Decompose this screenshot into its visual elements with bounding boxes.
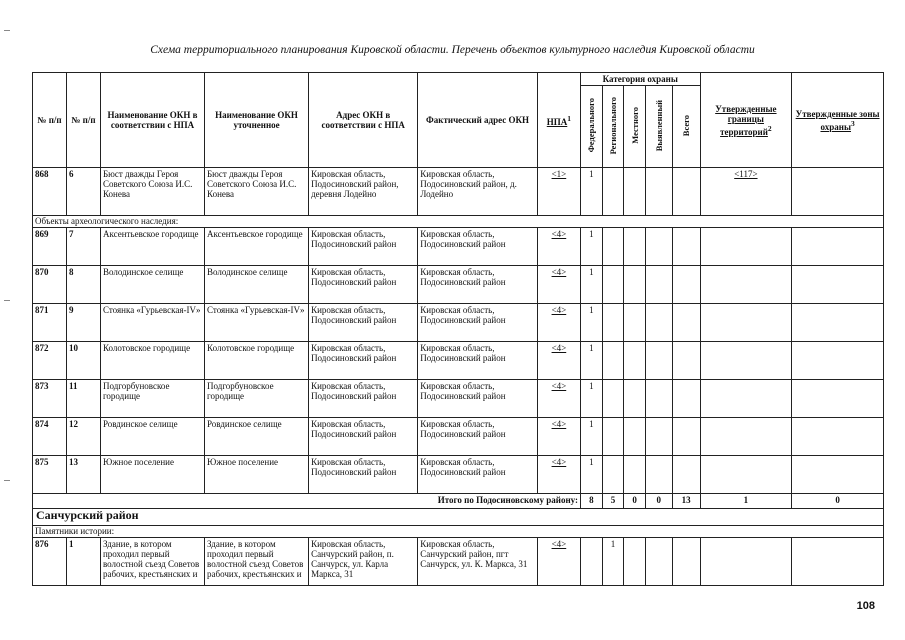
cell-name: Стоянка «Гурьевская-IV» xyxy=(100,304,204,342)
cell-reg xyxy=(602,342,624,380)
cell-borders xyxy=(700,266,792,304)
header-addr-npa: Адрес ОКН в соответствии с НПА xyxy=(309,73,418,168)
cell-addr: Кировская область, Подосиновский район xyxy=(309,342,418,380)
cell-fed: 1 xyxy=(581,168,603,216)
cell-n1: 876 xyxy=(33,538,67,586)
cell-addr: Кировская область, Подосиновский район, деревня Лодейно xyxy=(309,168,418,216)
cell-n1: 870 xyxy=(33,266,67,304)
total-loc: 0 xyxy=(624,494,646,509)
cell-addr: Кировская область, Подосиновский район xyxy=(309,304,418,342)
header-cat-local: Местного xyxy=(624,86,646,168)
cell-zones xyxy=(792,456,884,494)
cell-total xyxy=(672,228,700,266)
cell-npa: <4> xyxy=(537,418,580,456)
table-row xyxy=(33,228,884,266)
page-title: Схема территориального планирования Кировской области. Перечень объектов культурного наследия Кировской области xyxy=(150,44,755,56)
cell-addr: Кировская область, Подосиновский район xyxy=(309,418,418,456)
cell-total xyxy=(672,456,700,494)
cell-name: Володинское селище xyxy=(100,266,204,304)
cell-total xyxy=(672,380,700,418)
header-npa: НПА$^1$ xyxy=(537,73,580,168)
cell-reg xyxy=(602,228,624,266)
cell-zones xyxy=(792,418,884,456)
cell-n1: 868 xyxy=(33,168,67,216)
cell-name2: Подгорбуновское городище xyxy=(205,380,309,418)
cell-ident xyxy=(645,538,672,586)
cell-zones xyxy=(792,168,884,216)
table-row xyxy=(33,456,884,494)
header-num2: № п/п xyxy=(66,73,100,168)
cell-name: Бюст дважды Героя Советского Союза И.С. Конева xyxy=(100,168,204,216)
cell-loc xyxy=(624,304,646,342)
cell-npa: <4> xyxy=(537,266,580,304)
cell-npa: <4> xyxy=(537,304,580,342)
header-name-refined: Наименование ОКН уточненное xyxy=(205,73,309,168)
section-row xyxy=(33,216,884,228)
cell-n1: 869 xyxy=(33,228,67,266)
cell-addr2: Кировская область, Подосиновский район xyxy=(418,228,538,266)
cell-reg xyxy=(602,266,624,304)
cell-fed: 1 xyxy=(581,380,603,418)
cell-n2: 9 xyxy=(66,304,100,342)
district-title: Санчурский район xyxy=(33,509,884,526)
cell-n2: 12 xyxy=(66,418,100,456)
cell-fed: 1 xyxy=(581,456,603,494)
cell-npa: <4> xyxy=(537,342,580,380)
cell-loc xyxy=(624,380,646,418)
cell-name: Колотовское городище xyxy=(100,342,204,380)
cell-reg xyxy=(602,456,624,494)
page-number: 108 xyxy=(856,600,875,612)
section-history: Памятники истории: xyxy=(33,526,884,538)
cell-name: Ровдинское селище xyxy=(100,418,204,456)
cell-total xyxy=(672,304,700,342)
cell-reg xyxy=(602,380,624,418)
cell-addr2: Кировская область, Подосиновский район xyxy=(418,418,538,456)
cell-total xyxy=(672,418,700,456)
cell-reg xyxy=(602,418,624,456)
cell-n2: 7 xyxy=(66,228,100,266)
cell-zones xyxy=(792,380,884,418)
header-zones: Утвержденные зоны охраны$^3$ xyxy=(792,73,884,168)
cell-name2: Ровдинское селище xyxy=(205,418,309,456)
cell-name2: Стоянка «Гурьевская-IV» xyxy=(205,304,309,342)
total-total: 13 xyxy=(672,494,700,509)
table-row xyxy=(33,342,884,380)
cell-borders xyxy=(700,380,792,418)
table-row xyxy=(33,380,884,418)
total-fed: 8 xyxy=(581,494,603,509)
cell-npa: <4> xyxy=(537,380,580,418)
district-row xyxy=(33,509,884,526)
cell-npa: <1> xyxy=(537,168,580,216)
cell-n2: 13 xyxy=(66,456,100,494)
cell-borders xyxy=(700,418,792,456)
cell-zones xyxy=(792,304,884,342)
cell-zones xyxy=(792,266,884,304)
cell-addr2: Кировская область, Подосиновский район xyxy=(418,456,538,494)
scan-mark xyxy=(4,300,10,301)
cell-total xyxy=(672,266,700,304)
cell-name: Здание, в котором проходил первый волостной съезд Советов рабочих, крестьянских и xyxy=(100,538,204,586)
cell-npa: <4> xyxy=(537,456,580,494)
cell-borders xyxy=(700,304,792,342)
cell-name2: Южное поселение xyxy=(205,456,309,494)
cell-fed xyxy=(581,538,603,586)
cell-fed: 1 xyxy=(581,228,603,266)
header-num1: № п/п xyxy=(33,73,67,168)
cell-loc xyxy=(624,538,646,586)
heritage-table xyxy=(32,72,884,586)
cell-ident xyxy=(645,380,672,418)
cell-fed: 1 xyxy=(581,418,603,456)
cell-ident xyxy=(645,304,672,342)
header-addr-actual: Фактический адрес ОКН xyxy=(418,73,538,168)
total-row xyxy=(33,494,884,509)
cell-n2: 1 xyxy=(66,538,100,586)
cell-ident xyxy=(645,418,672,456)
cell-addr2: Кировская область, Подосиновский район xyxy=(418,380,538,418)
cell-total xyxy=(672,168,700,216)
cell-n2: 11 xyxy=(66,380,100,418)
cell-ident xyxy=(645,342,672,380)
cell-n2: 10 xyxy=(66,342,100,380)
cell-n1: 874 xyxy=(33,418,67,456)
cell-n1: 872 xyxy=(33,342,67,380)
header-category: Категория охраны xyxy=(581,73,701,86)
cell-addr2: Кировская область, Подосиновский район xyxy=(418,266,538,304)
cell-n1: 871 xyxy=(33,304,67,342)
header-borders: Утвержденные границы территорий$^2$ xyxy=(700,73,792,168)
cell-loc xyxy=(624,266,646,304)
cell-borders xyxy=(700,456,792,494)
cell-ident xyxy=(645,456,672,494)
total-ident: 0 xyxy=(645,494,672,509)
cell-n2: 8 xyxy=(66,266,100,304)
cell-addr2: Кировская область, Санчурский район, пгт Санчурск, ул. К. Маркса, 31 xyxy=(418,538,538,586)
table-row xyxy=(33,538,884,586)
cell-loc xyxy=(624,342,646,380)
cell-zones xyxy=(792,538,884,586)
cell-borders: <117> xyxy=(700,168,792,216)
cell-zones xyxy=(792,228,884,266)
cell-borders xyxy=(700,228,792,266)
total-borders: 1 xyxy=(700,494,792,509)
cell-addr2: Кировская область, Подосиновский район xyxy=(418,342,538,380)
cell-total xyxy=(672,342,700,380)
total-reg: 5 xyxy=(602,494,624,509)
header-cat-regional: Регионального xyxy=(602,86,624,168)
cell-addr: Кировская область, Подосиновский район xyxy=(309,266,418,304)
cell-ident xyxy=(645,168,672,216)
cell-loc xyxy=(624,418,646,456)
section-archeo: Объекты археологического наследия: xyxy=(33,216,884,228)
cell-n2: 6 xyxy=(66,168,100,216)
table-row xyxy=(33,304,884,342)
cell-fed: 1 xyxy=(581,342,603,380)
total-label: Итого по Подосиновскому району: xyxy=(33,494,581,509)
cell-name2: Здание, в котором проходил первый волостной съезд Советов рабочих, крестьянских и xyxy=(205,538,309,586)
cell-reg xyxy=(602,304,624,342)
cell-fed: 1 xyxy=(581,266,603,304)
table-row xyxy=(33,168,884,216)
cell-addr: Кировская область, Санчурский район, п. Санчурск, ул. Карла Маркса, 31 xyxy=(309,538,418,586)
cell-n1: 873 xyxy=(33,380,67,418)
section-row xyxy=(33,526,884,538)
cell-total xyxy=(672,538,700,586)
cell-reg xyxy=(602,168,624,216)
cell-name2: Колотовское городище xyxy=(205,342,309,380)
cell-reg: 1 xyxy=(602,538,624,586)
cell-name: Аксентьевское городище xyxy=(100,228,204,266)
cell-ident xyxy=(645,266,672,304)
cell-borders xyxy=(700,342,792,380)
cell-zones xyxy=(792,342,884,380)
cell-addr: Кировская область, Подосиновский район xyxy=(309,228,418,266)
cell-npa: <4> xyxy=(537,228,580,266)
cell-name2: Володинское селище xyxy=(205,266,309,304)
cell-npa: <4> xyxy=(537,538,580,586)
cell-name: Подгорбуновское городище xyxy=(100,380,204,418)
cell-fed: 1 xyxy=(581,304,603,342)
cell-addr2: Кировская область, Подосиновский район, д. Лодейно xyxy=(418,168,538,216)
header-name-npa: Наименование ОКН в соответствии с НПА xyxy=(100,73,204,168)
cell-loc xyxy=(624,168,646,216)
cell-name2: Аксентьевское городище xyxy=(205,228,309,266)
scan-mark xyxy=(4,30,10,31)
total-zones: 0 xyxy=(792,494,884,509)
table-row xyxy=(33,266,884,304)
cell-addr2: Кировская область, Подосиновский район xyxy=(418,304,538,342)
cell-addr: Кировская область, Подосиновский район xyxy=(309,380,418,418)
header-cat-total: Всего xyxy=(672,86,700,168)
cell-loc xyxy=(624,228,646,266)
table-row xyxy=(33,418,884,456)
header-cat-identified: Выявленный xyxy=(645,86,672,168)
cell-loc xyxy=(624,456,646,494)
cell-borders xyxy=(700,538,792,586)
cell-ident xyxy=(645,228,672,266)
cell-name: Южное поселение xyxy=(100,456,204,494)
scan-mark xyxy=(4,480,10,481)
header-cat-federal: Федерального xyxy=(581,86,603,168)
cell-addr: Кировская область, Подосиновский район xyxy=(309,456,418,494)
cell-name2: Бюст дважды Героя Советского Союза И.С. Конева xyxy=(205,168,309,216)
cell-n1: 875 xyxy=(33,456,67,494)
